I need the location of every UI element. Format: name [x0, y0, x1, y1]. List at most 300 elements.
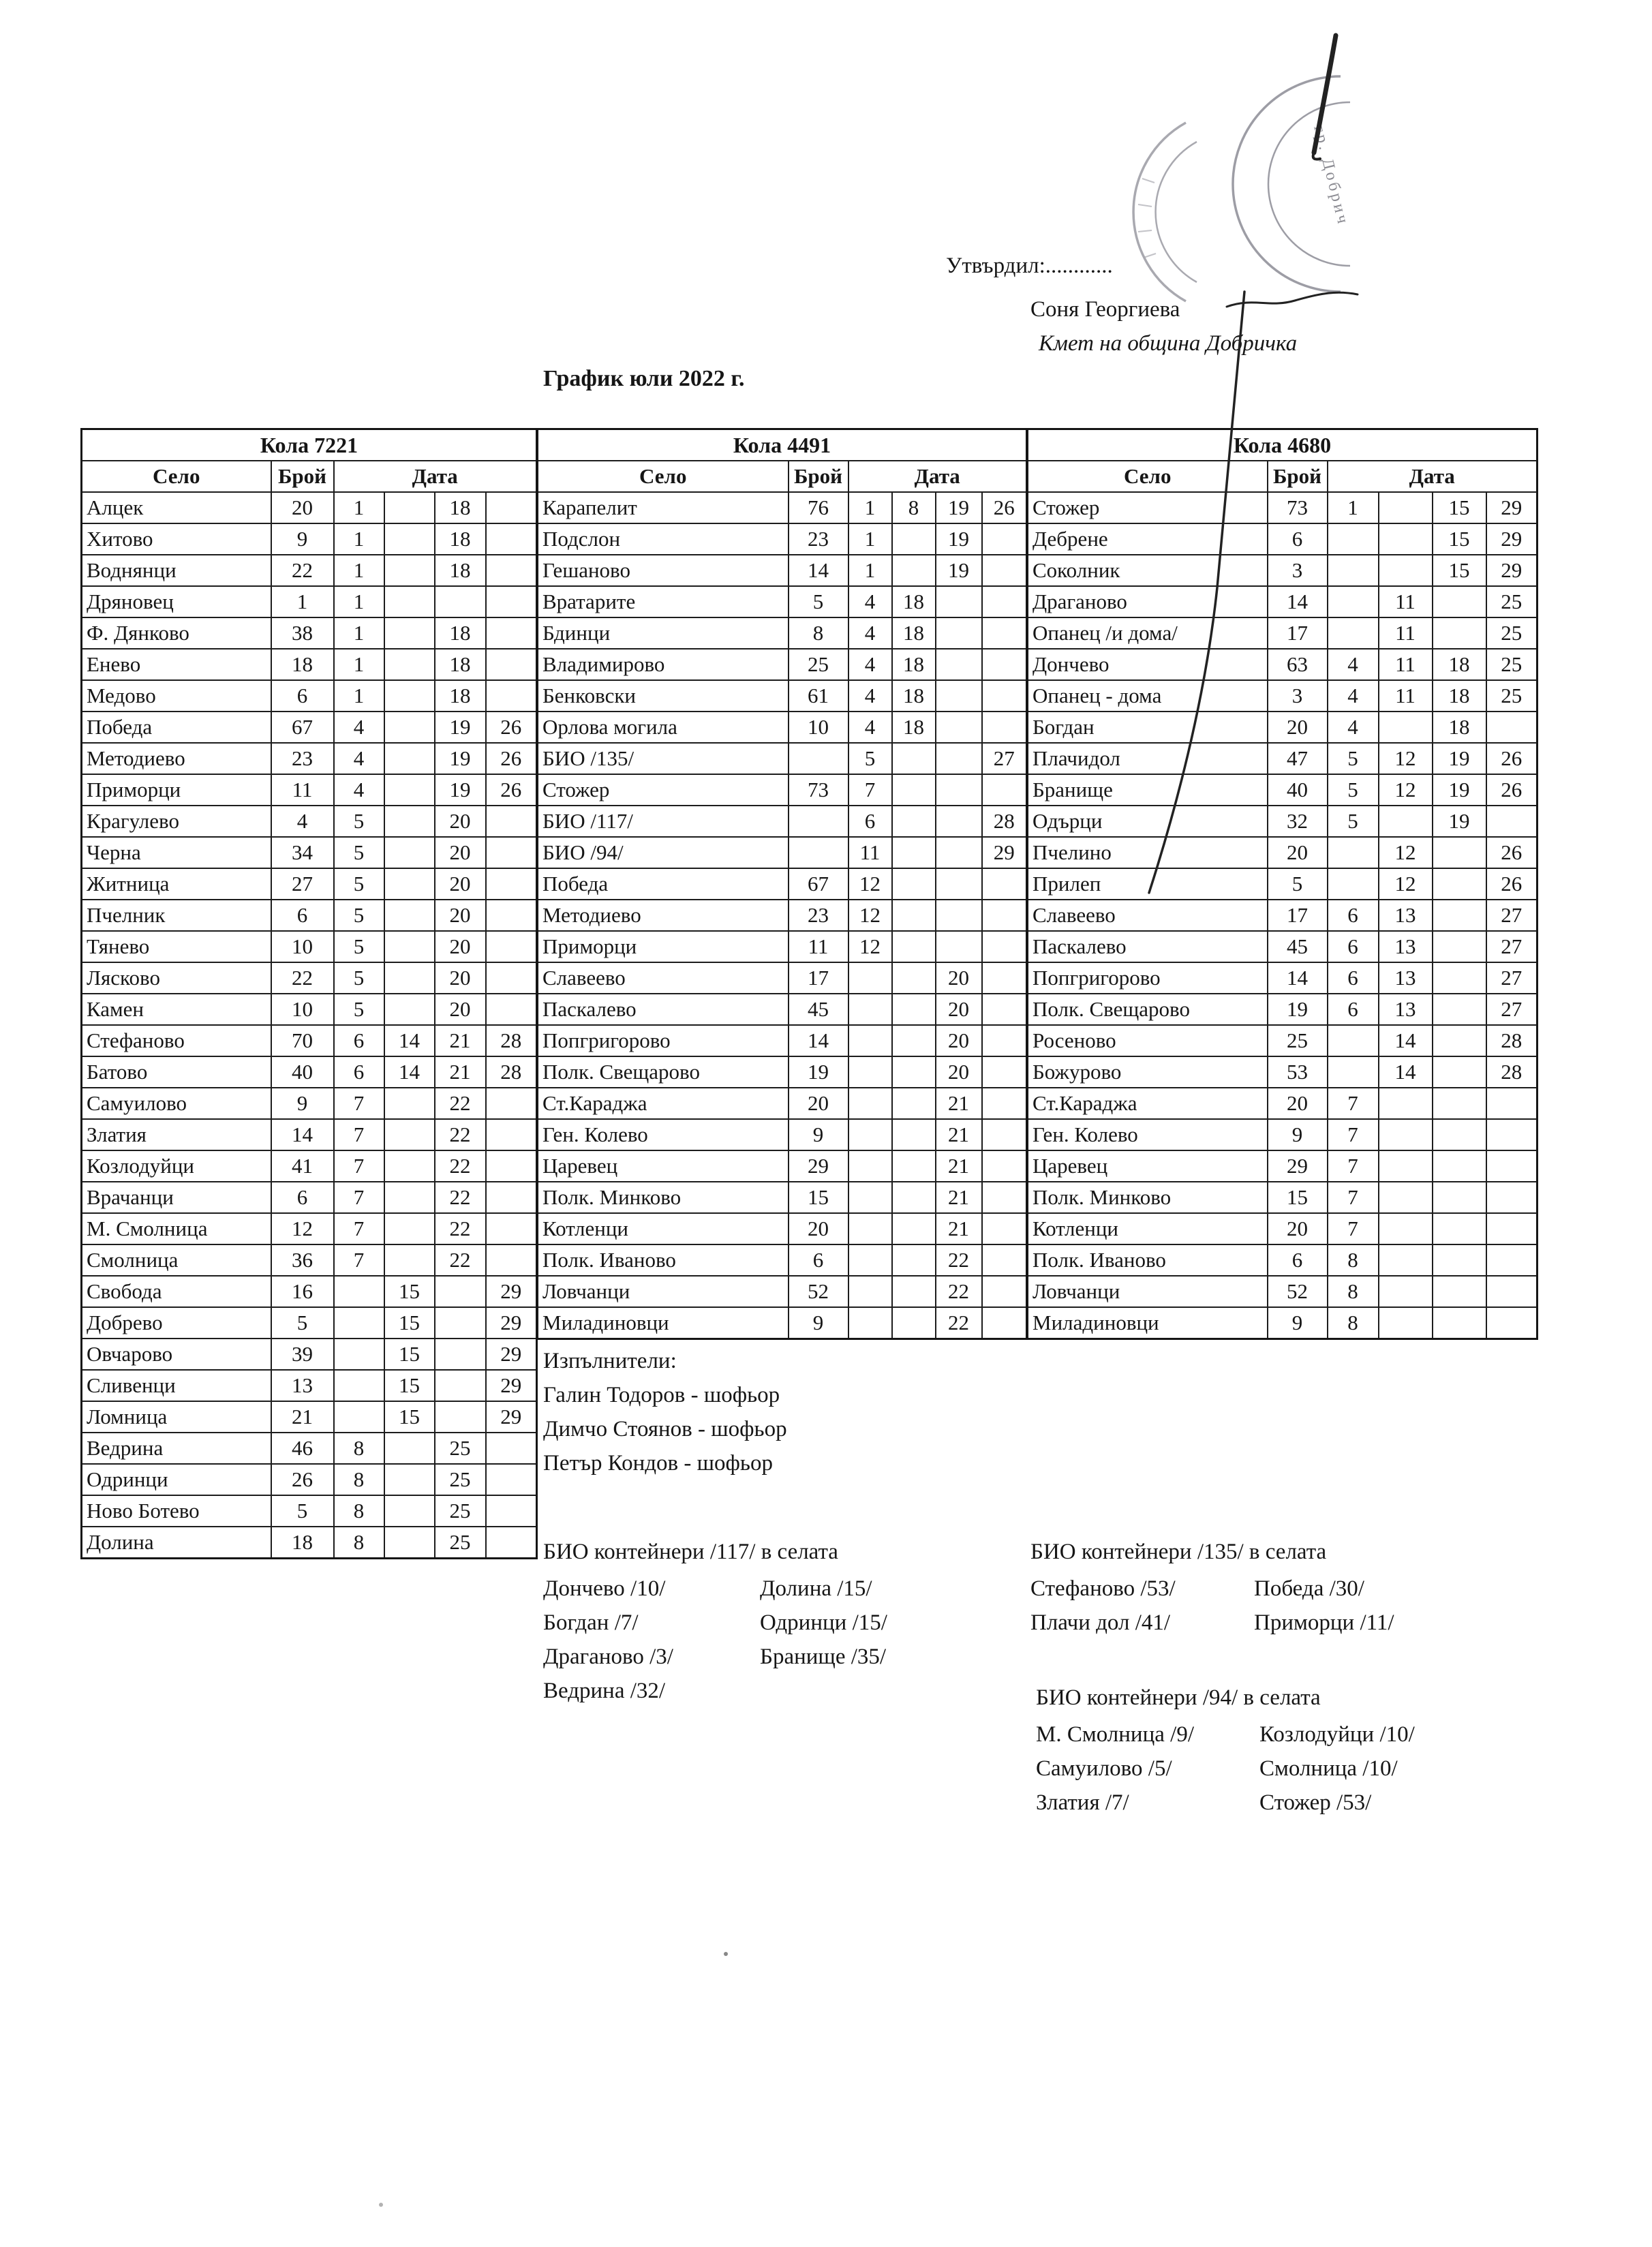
- village-cell: Сливенци: [82, 1370, 271, 1401]
- count-cell: 20: [1268, 1213, 1328, 1244]
- count-cell: 53: [1268, 1056, 1328, 1088]
- count-cell: 39: [271, 1339, 334, 1370]
- count-cell: 20: [1268, 1088, 1328, 1119]
- table-row: [82, 1370, 537, 1401]
- count-cell: 27: [271, 868, 334, 900]
- table-row: [538, 900, 1027, 931]
- date-cell: [982, 868, 1027, 900]
- date-cell: [848, 1119, 892, 1150]
- count-cell: 25: [789, 649, 848, 680]
- bio-135-title: БИО контейнери /135/ в селата: [1030, 1540, 1327, 1564]
- date-cell: [982, 1276, 1027, 1307]
- village-cell: Воднянци: [82, 555, 271, 586]
- count-cell: 11: [271, 774, 334, 806]
- schedule-table-kola-4491: [536, 428, 1028, 1340]
- date-cell: [892, 1088, 936, 1119]
- village-cell: Котленци: [538, 1213, 789, 1244]
- date-cell: [848, 1307, 892, 1339]
- date-cell: 26: [1486, 837, 1538, 868]
- date-cell: 15: [1433, 492, 1486, 523]
- village-cell: Попгригорово: [1028, 962, 1268, 994]
- stamp-city-text: гр. Добрич: [1310, 123, 1353, 228]
- date-cell: [384, 1464, 435, 1495]
- date-cell: [1486, 1119, 1538, 1150]
- date-cell: 4: [1328, 649, 1379, 680]
- date-cell: 7: [1328, 1182, 1379, 1213]
- date-cell: 20: [936, 962, 982, 994]
- village-cell: Опанец - дома: [1028, 680, 1268, 712]
- date-cell: [848, 1150, 892, 1182]
- date-cell: [892, 868, 936, 900]
- date-cell: 20: [435, 868, 486, 900]
- date-cell: [384, 1150, 435, 1182]
- date-cell: 27: [1486, 994, 1538, 1025]
- village-cell: Плачидол: [1028, 743, 1268, 774]
- date-cell: [936, 806, 982, 837]
- date-cell: 6: [848, 806, 892, 837]
- count-cell: 22: [271, 962, 334, 994]
- date-cell: [384, 868, 435, 900]
- count-cell: 14: [271, 1119, 334, 1150]
- date-cell: [982, 774, 1027, 806]
- table-row: [538, 1056, 1027, 1088]
- text-line: Самуилово /5/: [1036, 1756, 1172, 1781]
- date-cell: [486, 492, 537, 523]
- village-cell: Ген. Колево: [1028, 1119, 1268, 1150]
- stamp-left-icon: [1133, 123, 1197, 301]
- date-cell: [384, 837, 435, 868]
- count-cell: 76: [789, 492, 848, 523]
- date-cell: [892, 1119, 936, 1150]
- count-cell: 3: [1268, 680, 1328, 712]
- date-cell: [486, 1088, 537, 1119]
- date-cell: 19: [435, 743, 486, 774]
- count-cell: 14: [1268, 962, 1328, 994]
- village-cell: Приморци: [82, 774, 271, 806]
- date-cell: 25: [1486, 617, 1538, 649]
- table-row: [82, 1464, 537, 1495]
- count-cell: 5: [789, 586, 848, 617]
- scan-artifact-dot: [724, 1952, 728, 1956]
- date-cell: 15: [384, 1307, 435, 1339]
- village-cell: Полк. Иваново: [538, 1244, 789, 1276]
- village-cell: Славеево: [538, 962, 789, 994]
- village-cell: Самуилово: [82, 1088, 271, 1119]
- village-cell: Полк. Иваново: [1028, 1244, 1268, 1276]
- bio-94-columns: [1036, 1717, 1483, 1820]
- date-cell: 13: [1379, 931, 1433, 962]
- date-cell: 20: [435, 900, 486, 931]
- car-header: Кола 4680: [1028, 429, 1538, 461]
- count-cell: 17: [789, 962, 848, 994]
- table-row: [538, 868, 1027, 900]
- count-cell: 61: [789, 680, 848, 712]
- text-line: Козлодуйци /10/: [1259, 1722, 1415, 1747]
- date-cell: 21: [936, 1182, 982, 1213]
- village-cell: БИО /117/: [538, 806, 789, 837]
- date-cell: 12: [1379, 743, 1433, 774]
- date-cell: 12: [848, 931, 892, 962]
- table-row: [538, 743, 1027, 774]
- date-cell: [1433, 1182, 1486, 1213]
- date-cell: 12: [848, 900, 892, 931]
- date-cell: [384, 1213, 435, 1244]
- text-line: Победа /30/: [1254, 1576, 1364, 1601]
- date-cell: [384, 1182, 435, 1213]
- date-cell: 29: [982, 837, 1027, 868]
- date-cell: [1433, 617, 1486, 649]
- date-cell: [892, 1056, 936, 1088]
- date-cell: 8: [1328, 1307, 1379, 1339]
- table-row: [82, 523, 537, 555]
- date-cell: 19: [936, 523, 982, 555]
- count-cell: 6: [1268, 1244, 1328, 1276]
- date-cell: [1486, 1244, 1538, 1276]
- table-row: [538, 1244, 1027, 1276]
- date-cell: [982, 712, 1027, 743]
- table-row: [538, 774, 1027, 806]
- count-cell: 6: [271, 680, 334, 712]
- date-cell: [936, 868, 982, 900]
- date-cell: 4: [1328, 712, 1379, 743]
- date-cell: 7: [334, 1182, 384, 1213]
- date-cell: [486, 1119, 537, 1150]
- table-row: [82, 1088, 537, 1119]
- date-cell: [1379, 555, 1433, 586]
- date-cell: [486, 523, 537, 555]
- date-cell: 6: [1328, 931, 1379, 962]
- table-row: [82, 1244, 537, 1276]
- date-cell: [1379, 1088, 1433, 1119]
- village-cell: Добрево: [82, 1307, 271, 1339]
- date-cell: [1486, 1150, 1538, 1182]
- count-cell: 73: [789, 774, 848, 806]
- date-cell: 29: [1486, 555, 1538, 586]
- bio-135-block: [1030, 1535, 1478, 1640]
- table-row: [82, 617, 537, 649]
- village-cell: Долина: [82, 1527, 271, 1559]
- date-cell: [1433, 1276, 1486, 1307]
- count-cell: 45: [1268, 931, 1328, 962]
- table-row: [538, 1025, 1027, 1056]
- date-cell: [384, 492, 435, 523]
- count-cell: 18: [271, 1527, 334, 1559]
- count-cell: 9: [271, 523, 334, 555]
- village-cell: Хитово: [82, 523, 271, 555]
- date-cell: 27: [1486, 900, 1538, 931]
- village-cell: Росеново: [1028, 1025, 1268, 1056]
- table-row: [1028, 712, 1538, 743]
- date-cell: [1328, 586, 1379, 617]
- date-cell: 15: [384, 1401, 435, 1433]
- count-cell: 10: [271, 994, 334, 1025]
- date-cell: [334, 1276, 384, 1307]
- date-cell: 8: [334, 1527, 384, 1559]
- date-cell: [486, 931, 537, 962]
- village-cell: Дебрене: [1028, 523, 1268, 555]
- table-row: [82, 492, 537, 523]
- date-cell: [334, 1307, 384, 1339]
- date-cell: [848, 1056, 892, 1088]
- village-cell: Драганово: [1028, 586, 1268, 617]
- date-cell: [848, 1182, 892, 1213]
- date-cell: 14: [384, 1025, 435, 1056]
- date-cell: 11: [848, 837, 892, 868]
- date-cell: 29: [486, 1370, 537, 1401]
- count-cell: 34: [271, 837, 334, 868]
- date-cell: [1433, 868, 1486, 900]
- table-row: [82, 1056, 537, 1088]
- text-line: М. Смолница /9/: [1036, 1722, 1194, 1747]
- date-cell: [936, 743, 982, 774]
- village-cell: Царевец: [538, 1150, 789, 1182]
- village-cell: Победа: [82, 712, 271, 743]
- village-cell: Миладиновци: [1028, 1307, 1268, 1339]
- date-cell: [334, 1339, 384, 1370]
- col-header-village: Село: [1028, 461, 1268, 492]
- date-cell: 6: [1328, 962, 1379, 994]
- date-cell: 22: [936, 1244, 982, 1276]
- count-cell: 13: [271, 1370, 334, 1401]
- date-cell: 1: [334, 523, 384, 555]
- date-cell: 12: [1379, 774, 1433, 806]
- date-cell: [892, 1025, 936, 1056]
- date-cell: [982, 994, 1027, 1025]
- count-cell: 17: [1268, 617, 1328, 649]
- date-cell: 29: [1486, 523, 1538, 555]
- date-cell: 18: [1433, 680, 1486, 712]
- date-cell: 21: [936, 1150, 982, 1182]
- date-cell: 5: [334, 837, 384, 868]
- table-row: [538, 586, 1027, 617]
- date-cell: [1328, 837, 1379, 868]
- count-cell: 19: [1268, 994, 1328, 1025]
- date-cell: [1379, 1150, 1433, 1182]
- date-cell: 20: [435, 837, 486, 868]
- text-line: Богдан /7/: [543, 1610, 639, 1635]
- date-cell: 21: [435, 1025, 486, 1056]
- date-cell: [982, 1244, 1027, 1276]
- date-cell: 1: [848, 492, 892, 523]
- text-line: Петър Кондов - шофьор: [543, 1451, 773, 1476]
- village-cell: Ст.Караджа: [538, 1088, 789, 1119]
- date-cell: 28: [486, 1025, 537, 1056]
- table-body: [538, 492, 1027, 1339]
- text-line: Приморци /11/: [1254, 1610, 1394, 1635]
- village-cell: Ведрина: [82, 1433, 271, 1464]
- date-cell: [1433, 1088, 1486, 1119]
- date-cell: 19: [435, 712, 486, 743]
- count-cell: 21: [271, 1401, 334, 1433]
- date-cell: [1433, 1056, 1486, 1088]
- date-cell: [384, 617, 435, 649]
- village-cell: Тянево: [82, 931, 271, 962]
- date-cell: [1328, 1025, 1379, 1056]
- date-cell: 4: [848, 712, 892, 743]
- date-cell: [1433, 931, 1486, 962]
- date-cell: [1433, 1213, 1486, 1244]
- table-row: [538, 680, 1027, 712]
- date-cell: [384, 1119, 435, 1150]
- table-row: [538, 962, 1027, 994]
- table-row: [82, 1495, 537, 1527]
- car-header: Кола 4491: [538, 429, 1027, 461]
- table-row: [82, 994, 537, 1025]
- date-cell: [892, 1244, 936, 1276]
- date-cell: [1486, 1182, 1538, 1213]
- table-row: [1028, 555, 1538, 586]
- date-cell: [982, 962, 1027, 994]
- date-cell: 18: [892, 617, 936, 649]
- date-cell: [486, 1464, 537, 1495]
- text-line: Драганово /3/: [543, 1645, 673, 1669]
- date-cell: 18: [435, 680, 486, 712]
- table-row: [1028, 1182, 1538, 1213]
- count-cell: 18: [271, 649, 334, 680]
- date-cell: [1433, 900, 1486, 931]
- table-row: [1028, 1150, 1538, 1182]
- count-cell: 63: [1268, 649, 1328, 680]
- date-cell: [936, 900, 982, 931]
- date-cell: [936, 931, 982, 962]
- table-row: [82, 1276, 537, 1307]
- village-cell: Смолница: [82, 1244, 271, 1276]
- date-cell: [384, 994, 435, 1025]
- date-cell: [384, 962, 435, 994]
- table-row: [1028, 962, 1538, 994]
- date-cell: [892, 1276, 936, 1307]
- date-cell: 11: [1379, 586, 1433, 617]
- date-cell: 4: [1328, 680, 1379, 712]
- bio-135-col1: [1030, 1572, 1254, 1640]
- count-cell: 8: [789, 617, 848, 649]
- count-cell: 5: [271, 1495, 334, 1527]
- count-cell: 22: [271, 555, 334, 586]
- date-cell: 22: [435, 1182, 486, 1213]
- date-cell: 5: [1328, 774, 1379, 806]
- date-cell: [982, 1307, 1027, 1339]
- village-cell: Бранище: [1028, 774, 1268, 806]
- table-row: [82, 586, 537, 617]
- date-cell: 1: [334, 649, 384, 680]
- date-cell: 26: [1486, 774, 1538, 806]
- date-cell: [1486, 1213, 1538, 1244]
- count-cell: 47: [1268, 743, 1328, 774]
- date-cell: 11: [1379, 649, 1433, 680]
- date-cell: [384, 1495, 435, 1527]
- date-cell: 4: [334, 743, 384, 774]
- date-cell: [384, 680, 435, 712]
- date-cell: 29: [486, 1276, 537, 1307]
- date-cell: 22: [435, 1088, 486, 1119]
- village-cell: Карапелит: [538, 492, 789, 523]
- count-cell: 38: [271, 617, 334, 649]
- table-row: [538, 492, 1027, 523]
- col-header-date: Дата: [1328, 461, 1538, 492]
- col-header-count: Брой: [789, 461, 848, 492]
- date-cell: 20: [936, 994, 982, 1025]
- date-cell: [486, 1527, 537, 1559]
- col-header-date: Дата: [334, 461, 537, 492]
- count-cell: 9: [789, 1119, 848, 1150]
- table-row: [538, 523, 1027, 555]
- date-cell: 25: [1486, 649, 1538, 680]
- table-row: [1028, 868, 1538, 900]
- date-cell: [486, 837, 537, 868]
- date-cell: [1328, 617, 1379, 649]
- date-cell: 1: [334, 555, 384, 586]
- schedule-tables: [80, 428, 1538, 1559]
- date-cell: 18: [435, 492, 486, 523]
- village-cell: Ловчанци: [1028, 1276, 1268, 1307]
- village-cell: Царевец: [1028, 1150, 1268, 1182]
- date-cell: 1: [848, 523, 892, 555]
- approval-label: Утвърдил:............: [946, 254, 1113, 278]
- date-cell: 25: [435, 1527, 486, 1559]
- table-row: [1028, 617, 1538, 649]
- village-cell: Черна: [82, 837, 271, 868]
- date-cell: [1379, 1307, 1433, 1339]
- count-cell: 20: [789, 1213, 848, 1244]
- date-cell: [892, 743, 936, 774]
- table-row: [1028, 586, 1538, 617]
- table-row: [538, 806, 1027, 837]
- date-cell: [982, 523, 1027, 555]
- date-cell: 13: [1379, 994, 1433, 1025]
- date-cell: 8: [334, 1495, 384, 1527]
- date-cell: [1433, 1025, 1486, 1056]
- table-row: [538, 1088, 1027, 1119]
- text-line: Плачи дол /41/: [1030, 1610, 1171, 1635]
- date-cell: 26: [486, 743, 537, 774]
- date-cell: [982, 680, 1027, 712]
- village-cell: Методиево: [538, 900, 789, 931]
- date-cell: [1379, 1119, 1433, 1150]
- date-cell: 15: [384, 1276, 435, 1307]
- date-cell: [486, 1182, 537, 1213]
- date-cell: [1486, 1088, 1538, 1119]
- date-cell: [384, 1433, 435, 1464]
- date-cell: [384, 523, 435, 555]
- date-cell: 6: [334, 1025, 384, 1056]
- village-cell: Овчарово: [82, 1339, 271, 1370]
- signer-role: Кмет на община Добричка: [1039, 331, 1298, 356]
- village-cell: Миладиновци: [538, 1307, 789, 1339]
- table-row: [1028, 680, 1538, 712]
- date-cell: 5: [1328, 743, 1379, 774]
- village-cell: Победа: [538, 868, 789, 900]
- village-cell: М. Смолница: [82, 1213, 271, 1244]
- date-cell: 28: [1486, 1025, 1538, 1056]
- date-cell: 1: [334, 586, 384, 617]
- date-cell: [982, 1088, 1027, 1119]
- date-cell: [486, 555, 537, 586]
- date-cell: 19: [1433, 806, 1486, 837]
- count-cell: 6: [789, 1244, 848, 1276]
- date-cell: 5: [334, 962, 384, 994]
- date-cell: 6: [334, 1056, 384, 1088]
- date-cell: 6: [1328, 994, 1379, 1025]
- table-row: [538, 837, 1027, 868]
- count-cell: 40: [1268, 774, 1328, 806]
- village-cell: Енево: [82, 649, 271, 680]
- village-cell: Ст.Караджа: [1028, 1088, 1268, 1119]
- date-cell: [1379, 1213, 1433, 1244]
- date-cell: 11: [1379, 680, 1433, 712]
- count-cell: 14: [789, 1025, 848, 1056]
- date-cell: [848, 1213, 892, 1244]
- date-cell: [848, 1276, 892, 1307]
